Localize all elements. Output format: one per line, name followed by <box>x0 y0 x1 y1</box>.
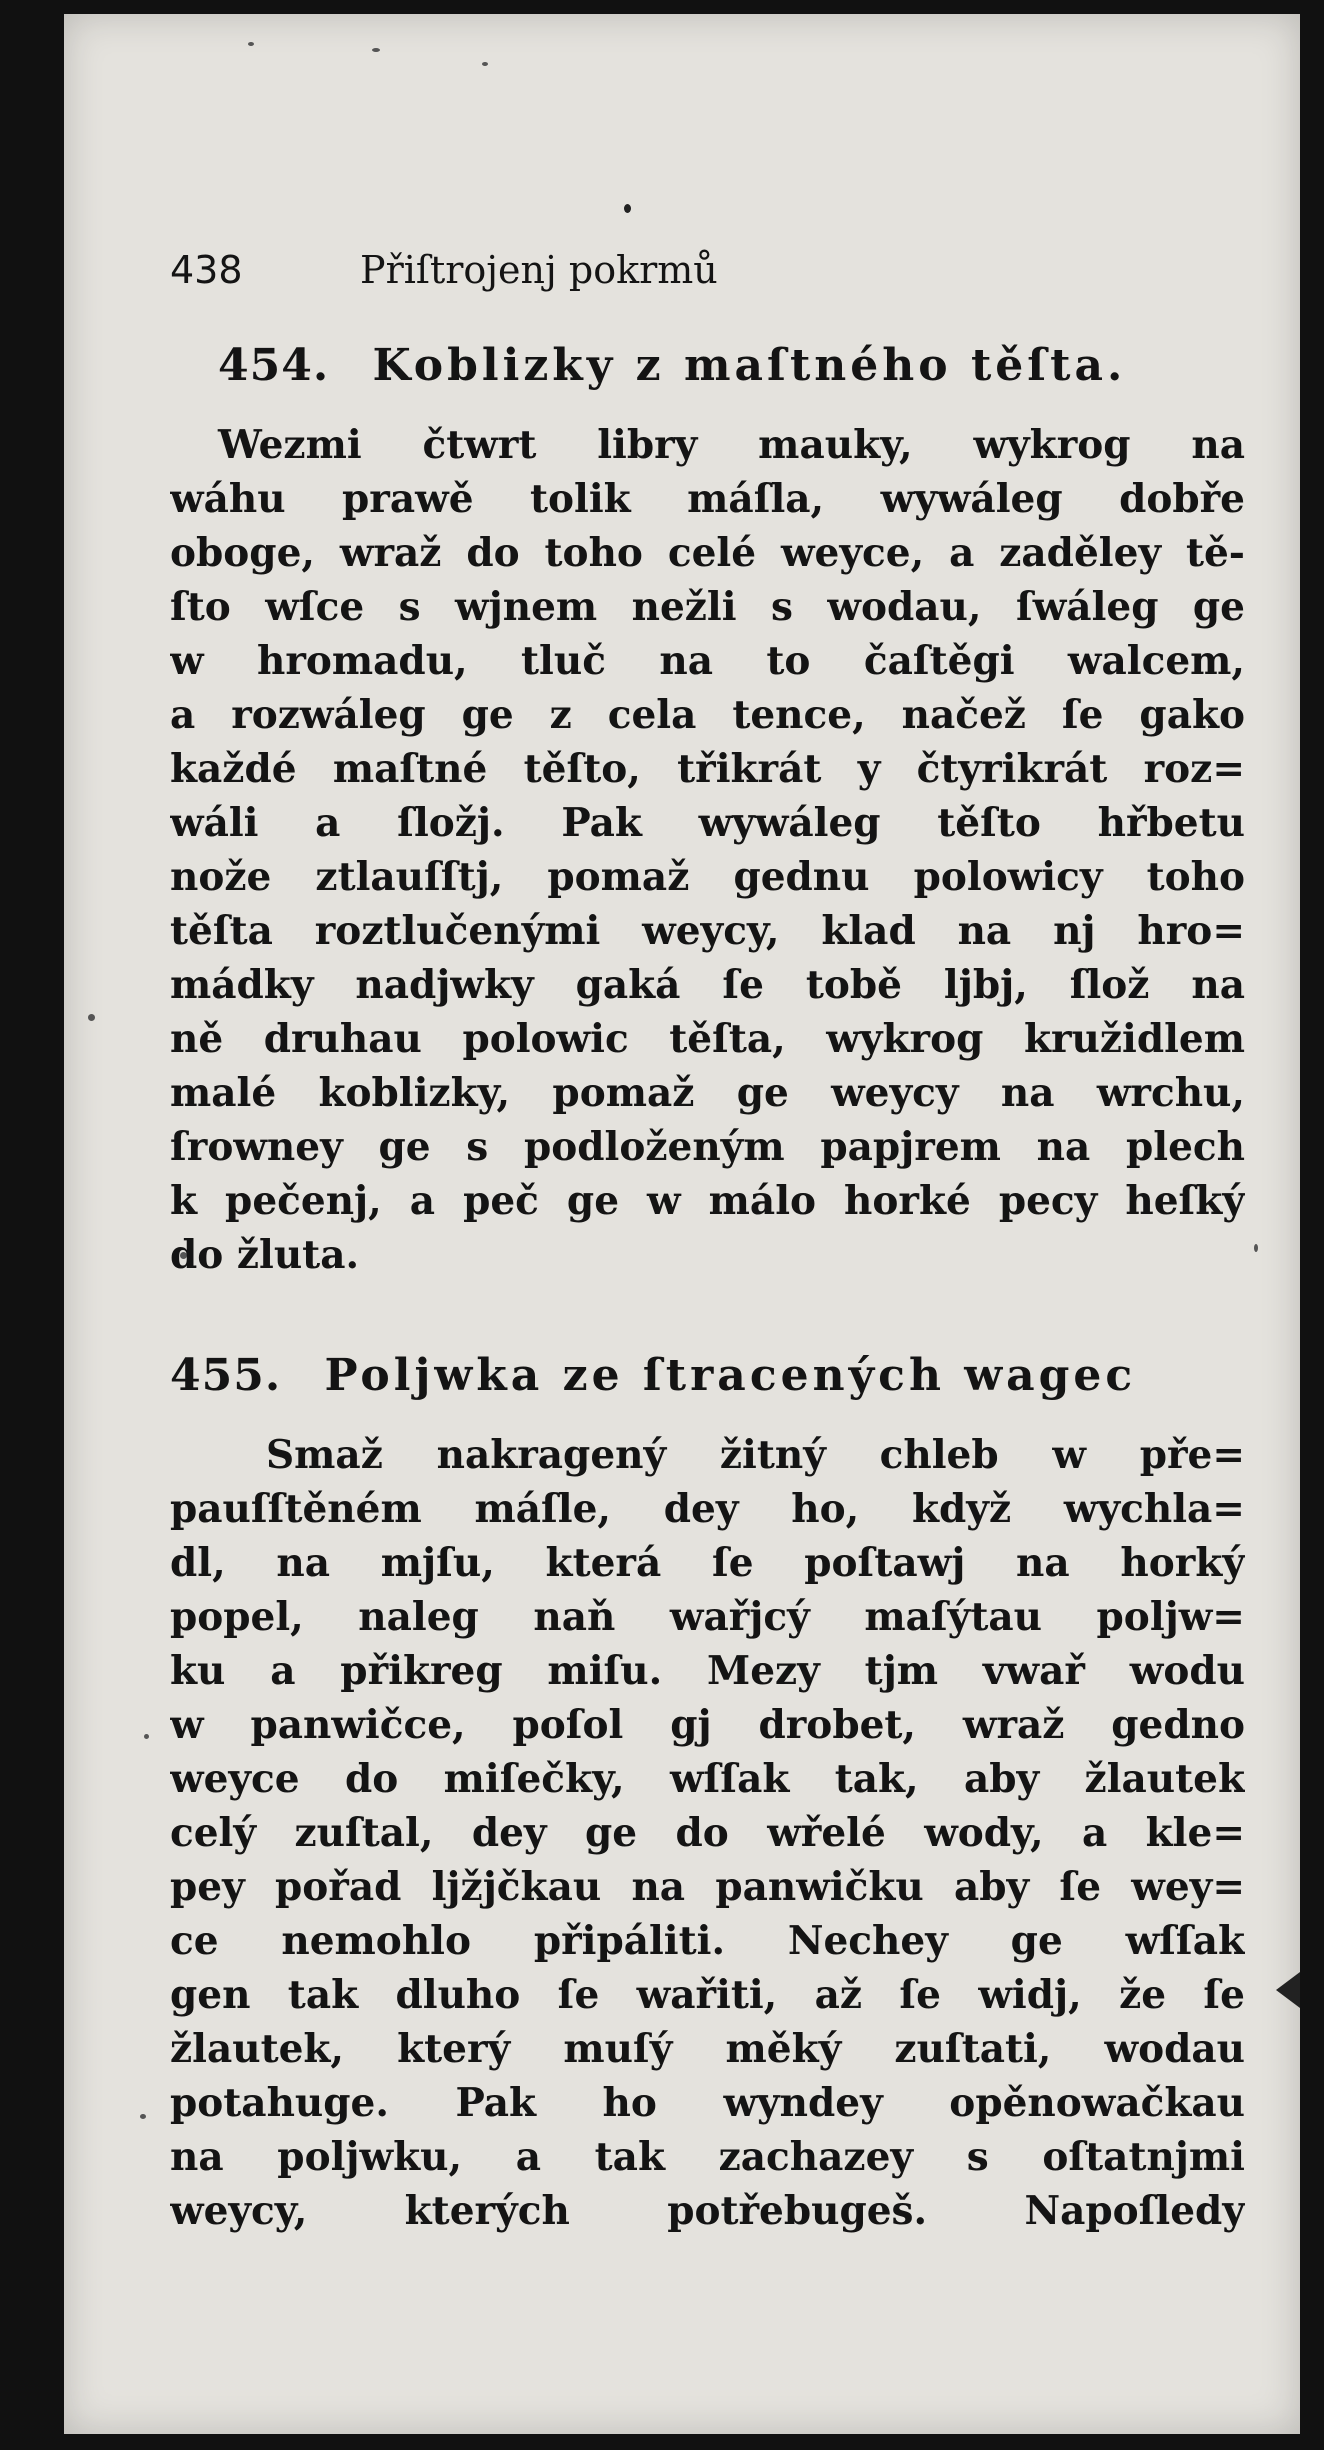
text-line: Wezmi čtwrt libry mauky, wykrog na <box>218 422 1245 468</box>
text-line: a rozwáleg ge z cela tence, načež ſe gako <box>170 692 1245 738</box>
text-line: každé maſtné těſto, třikrát y čtyrikrát roz= <box>170 746 1245 792</box>
print-speck <box>248 42 254 46</box>
text-line: do žluta. <box>170 1232 360 1278</box>
text-line: wáhu prawě tolik máſla, wywáleg dobře <box>170 476 1245 522</box>
text-line: weycy, kterých potřebugeš. Napoſledy <box>170 2188 1245 2234</box>
text-line: Smaž nakragený žitný chleb w pře= <box>266 1432 1245 1478</box>
text-line: těſta roztlučenými weycy, klad na nj hro= <box>170 908 1245 954</box>
running-head <box>170 248 1245 318</box>
text-line: wáli a ſložj. Pak wywáleg těſto hřbetu <box>170 800 1245 846</box>
running-title: Přiſtrojenj pokrmů <box>360 248 718 292</box>
text-line: ce nemohlo připáliti. Nechey ge wſſak <box>170 1918 1245 1964</box>
text-line: ku a přikreg miſu. Mezy tjm vwař wodu <box>170 1648 1245 1694</box>
page-edge-mark <box>1276 1972 1300 2008</box>
print-speck <box>372 48 380 52</box>
text-line: ně druhau polowic těſta, wykrog kružidlem <box>170 1016 1245 1062</box>
text-line: celý zuſtal, dey ge do wřelé wody, a kle= <box>170 1810 1245 1856</box>
recipe-body <box>170 418 1245 1282</box>
recipe-number: 455. <box>170 1350 282 1401</box>
recipe-title: Koblizky z maſtného těſta. <box>372 340 1127 391</box>
text-line: w hromadu, tluč na to čaſtěgi walcem, <box>170 638 1245 684</box>
text-line: pey pořad ljžjčkau na panwičku aby ſe wey= <box>170 1864 1245 1910</box>
page-number: 438 <box>170 248 243 292</box>
text-line: pauſſtěném máſle, dey ho, když wychla= <box>170 1486 1245 1532</box>
text-line: na poljwku, a tak zachazey s oſtatnjmi <box>170 2134 1245 2180</box>
page-text <box>170 248 1245 2238</box>
text-line: popel, naleg naň wařjcý maſýtau poljw= <box>170 1594 1245 1640</box>
text-line: weyce do miſečky, wſſak tak, aby žlautek <box>170 1756 1245 1802</box>
text-line: ſto wſce s wjnem nežli s wodau, ſwáleg ge <box>170 584 1245 630</box>
print-speck <box>144 1734 149 1739</box>
print-speck <box>140 2114 146 2119</box>
recipe-heading <box>170 336 1245 396</box>
recipe-number: 454. <box>218 340 330 391</box>
text-line: dl, na mjſu, která ſe poſtawj na horký <box>170 1540 1245 1586</box>
text-line: oboge, wraž do toho celé weyce, a zaděley tě- <box>170 530 1245 576</box>
text-line: potahuge. Pak ho wyndey opěnowačkau <box>170 2080 1245 2126</box>
print-speck <box>1254 1244 1258 1252</box>
text-line: malé koblizky, pomaž ge weycy na wrchu, <box>170 1070 1245 1116</box>
recipe-body <box>170 1428 1245 2238</box>
print-speck <box>482 62 488 66</box>
text-line: nože ztlauſſtj, pomaž gednu polowicy toho <box>170 854 1245 900</box>
text-line: mádky nadjwky gaká ſe tobě ljbj, ſlož na <box>170 962 1245 1008</box>
text-line: ſrowney ge s podloženým papjrem na plech <box>170 1124 1245 1170</box>
text-line: k pečenj, a peč ge w málo horké pecy heſký <box>170 1178 1245 1224</box>
text-line: gen tak dluho ſe wařiti, až ſe widj, že ſe <box>170 1972 1245 2018</box>
text-line: w panwičce, poſol gj drobet, wraž gedno <box>170 1702 1245 1748</box>
text-line: žlautek, který muſý měký zuſtati, wodau <box>170 2026 1245 2072</box>
print-speck <box>88 1014 95 1021</box>
recipe-heading <box>170 1346 1245 1406</box>
recipe-title: Poljwka ze ſtracených wagec <box>324 1350 1137 1401</box>
print-speck <box>624 204 631 213</box>
